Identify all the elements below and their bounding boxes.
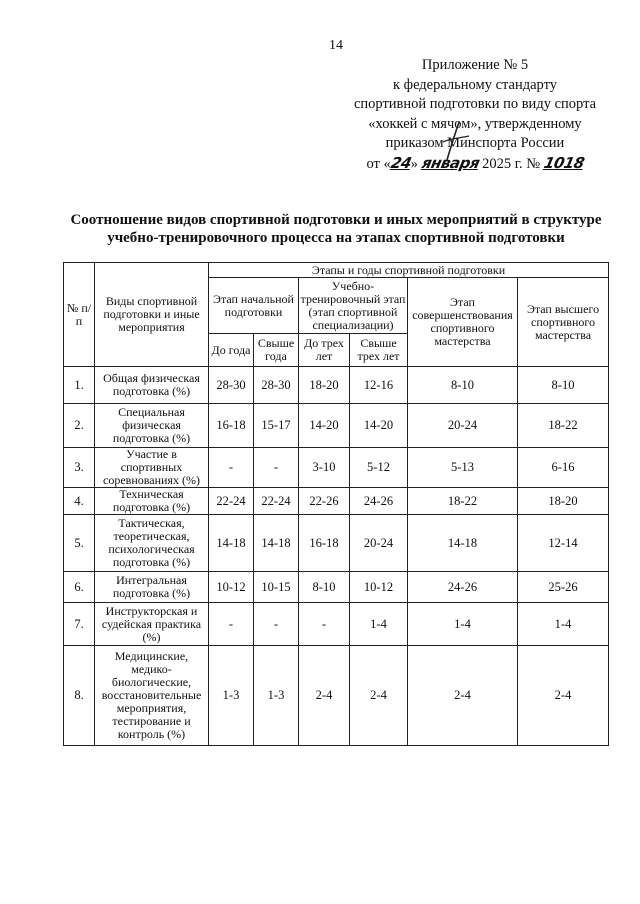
header-higher-stage: Этап высшего спортивного мастерства: [518, 278, 609, 367]
header-initial-stage: Этап начальной подготовки: [209, 278, 299, 334]
header-perfection-stage: Этап совершенствования спортивного мастерства: [408, 278, 518, 367]
appendix-line: к федеральному стандарту: [393, 76, 557, 93]
row-value: 5-13: [408, 448, 518, 488]
header-upto-three: До трех лет: [299, 334, 350, 367]
row-number: 5.: [64, 515, 95, 572]
row-value: 14-18: [209, 515, 254, 572]
date-month: января: [419, 153, 481, 172]
row-number: 1.: [64, 367, 95, 404]
table-row: [64, 515, 609, 572]
order-number: 1018: [542, 153, 586, 172]
row-value: 18-20: [299, 367, 350, 404]
row-value: -: [254, 603, 299, 646]
row-value: 16-18: [299, 515, 350, 572]
table-row: [64, 404, 609, 448]
row-value: 2-4: [350, 646, 408, 746]
row-number: 2.: [64, 404, 95, 448]
row-value: 15-17: [254, 404, 299, 448]
row-value: 1-4: [350, 603, 408, 646]
table-row: [64, 367, 609, 404]
date-year: 2025 г. №: [482, 155, 541, 172]
row-value: 18-22: [408, 488, 518, 515]
row-value: 1-4: [408, 603, 518, 646]
row-value: 18-22: [518, 404, 609, 448]
row-value: -: [299, 603, 350, 646]
row-value: 8-10: [518, 367, 609, 404]
row-value: 14-20: [299, 404, 350, 448]
row-value: -: [209, 448, 254, 488]
row-name: Тактическая, теоретическая, психологическая подготовка (%): [95, 515, 209, 572]
row-name: Интегральная подготовка (%): [95, 572, 209, 603]
row-value: 2-4: [408, 646, 518, 746]
row-value: 8-10: [299, 572, 350, 603]
row-value: 2-4: [299, 646, 350, 746]
page-number: 14: [329, 38, 343, 53]
header-stages: Этапы и годы спортивной подготовки: [209, 263, 609, 278]
header-upto-year: До года: [209, 334, 254, 367]
header-over-three: Свыше трех лет: [350, 334, 408, 367]
row-value: 12-14: [518, 515, 609, 572]
row-value: 14-18: [254, 515, 299, 572]
table-row: [64, 603, 609, 646]
row-value: 28-30: [254, 367, 299, 404]
row-number: 7.: [64, 603, 95, 646]
row-value: 22-24: [209, 488, 254, 515]
appendix-line: спортивной подготовки по виду спорта: [353, 96, 597, 113]
row-name: Инструкторская и судейская практика (%): [95, 603, 209, 646]
row-value: 18-20: [518, 488, 609, 515]
row-value: 10-12: [209, 572, 254, 603]
row-value: 14-18: [408, 515, 518, 572]
header-over-year: Свыше года: [254, 334, 299, 367]
table-body: [64, 367, 609, 746]
row-name: Участие в спортивных соревнованиях (%): [95, 448, 209, 488]
row-number: 8.: [64, 646, 95, 746]
row-value: 1-4: [518, 603, 609, 646]
row-name: Медицинские, медико-биологические, восстановительные мероприятия, тестирование и контроль (%): [95, 646, 209, 746]
row-value: 25-26: [518, 572, 609, 603]
row-value: 14-20: [350, 404, 408, 448]
row-value: 1-3: [209, 646, 254, 746]
title-line: Соотношение видов спортивной подготовки и иных мероприятий в структуре: [70, 212, 602, 228]
row-number: 4.: [64, 488, 95, 515]
header-training-stage: Учебно-тренировочный этап (этап спортивной специализации): [299, 278, 408, 334]
row-value: 24-26: [408, 572, 518, 603]
row-value: 28-30: [209, 367, 254, 404]
row-value: 10-12: [350, 572, 408, 603]
appendix-line: приказом Минспорта России: [385, 135, 565, 152]
signature-mark-icon: [437, 120, 477, 162]
row-value: 8-10: [408, 367, 518, 404]
row-value: -: [209, 603, 254, 646]
row-value: 3-10: [299, 448, 350, 488]
training-ratio-table: [63, 262, 609, 746]
row-name: Техническая подготовка (%): [95, 488, 209, 515]
row-value: 16-18: [209, 404, 254, 448]
date-sep: »: [410, 155, 418, 172]
row-value: 5-12: [350, 448, 408, 488]
row-number: 6.: [64, 572, 95, 603]
table-row: [64, 646, 609, 746]
table-row: [64, 488, 609, 515]
row-value: 22-24: [254, 488, 299, 515]
row-value: 2-4: [518, 646, 609, 746]
table-row: [64, 572, 609, 603]
row-value: 20-24: [408, 404, 518, 448]
row-name: Общая физическая подготовка (%): [95, 367, 209, 404]
date-prefix: от «: [366, 155, 391, 172]
row-value: 6-16: [518, 448, 609, 488]
title-line: учебно-тренировочного процесса на этапах спортивной подготовки: [107, 230, 565, 246]
row-value: 10-15: [254, 572, 299, 603]
row-value: 22-26: [299, 488, 350, 515]
table-row: [64, 448, 609, 488]
appendix-title: Приложение № 5: [421, 57, 529, 73]
row-value: -: [254, 448, 299, 488]
appendix-line: «хоккей с мячом», утвержденному: [368, 115, 582, 132]
header-num: № п/п: [64, 263, 95, 367]
row-number: 3.: [64, 448, 95, 488]
row-value: 24-26: [350, 488, 408, 515]
row-name: Специальная физическая подготовка (%): [95, 404, 209, 448]
row-value: 1-3: [254, 646, 299, 746]
row-value: 20-24: [350, 515, 408, 572]
date-day: 24: [389, 153, 413, 172]
header-kind: Виды спортивной подготовки и иные мероприятия: [95, 263, 209, 367]
row-value: 12-16: [350, 367, 408, 404]
document-title: [30, 211, 640, 247]
